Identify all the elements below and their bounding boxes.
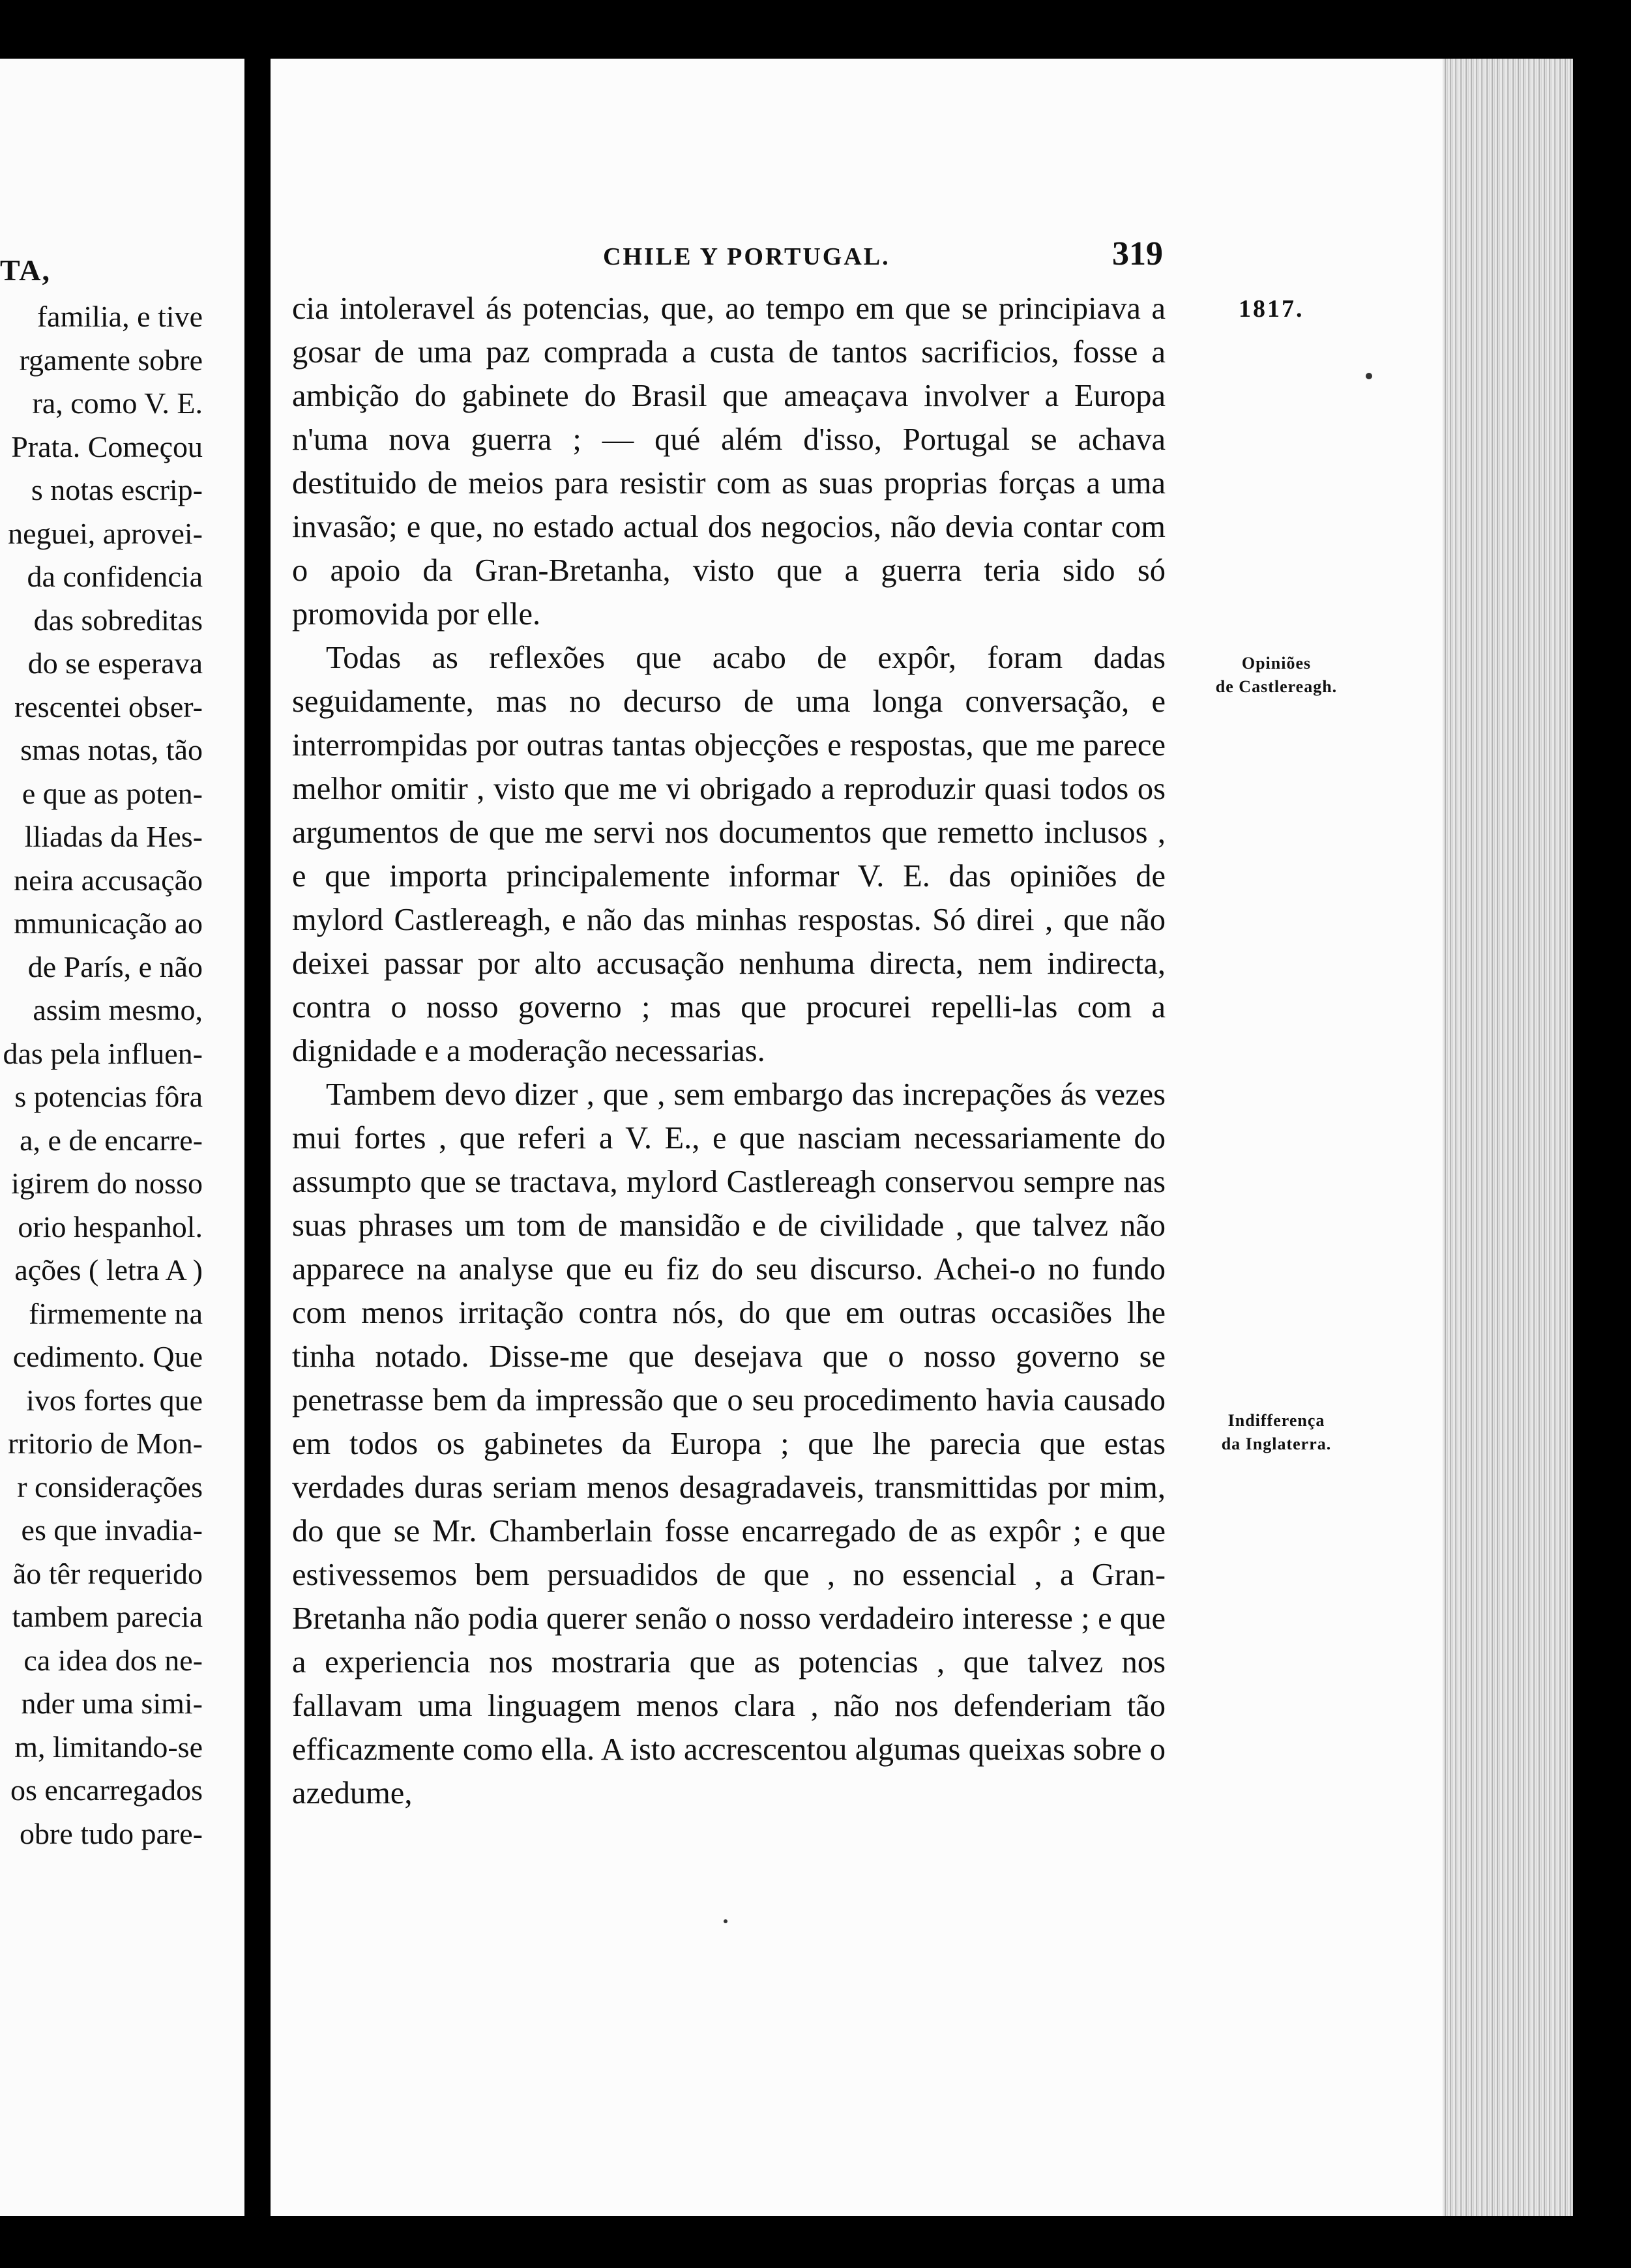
- margin-note-line: Opiniões: [1241, 654, 1312, 673]
- left-page-line: rritorio de Mon-: [8, 1427, 203, 1460]
- left-page-line: firmemente na: [29, 1296, 203, 1330]
- margin-note-line: Indifferença: [1227, 1411, 1325, 1430]
- left-page: [0, 59, 244, 2216]
- left-page-line: Prata. Começou: [11, 429, 203, 463]
- left-page-line: m, limitando-se: [14, 1730, 203, 1764]
- left-page-line: ca idea dos ne-: [23, 1643, 203, 1677]
- left-page-line: e que as poten-: [22, 776, 203, 810]
- left-page-line: orio hespanhol.: [18, 1210, 203, 1243]
- left-page-line: assim mesmo,: [33, 993, 203, 1026]
- left-page-line: s potencias fôra: [14, 1080, 203, 1113]
- left-page-line: os encarregados: [10, 1773, 203, 1807]
- left-page-line: familia, e tive: [37, 300, 203, 333]
- left-page-line: mmunicação ao: [14, 907, 203, 940]
- left-page-head-fragment: TA,: [0, 254, 51, 287]
- margin-note-line: da Inglaterra.: [1221, 1434, 1332, 1453]
- left-page-line: neira accusação: [14, 863, 203, 897]
- left-page-line: rgamente sobre: [19, 343, 203, 377]
- left-page-line: ão têr requerido: [12, 1556, 203, 1590]
- left-page-line: rescentei obser-: [14, 690, 203, 723]
- running-title: CHILE Y PORTUGAL.: [603, 243, 890, 270]
- left-page-line: de París, e não: [27, 950, 203, 983]
- left-page-line: ações ( letra A ): [14, 1253, 203, 1287]
- left-page-line: ra, como V. E.: [32, 386, 203, 420]
- left-page-line: cedimento. Que: [12, 1340, 203, 1373]
- left-page-line: igirem do nosso: [11, 1167, 203, 1200]
- left-page-line: s notas escrip-: [31, 473, 203, 506]
- left-page-line: ivos fortes que: [26, 1383, 203, 1417]
- paragraph: cia intoleravel ás potencias, que, ao tempo em que se principiava a gosar de uma paz comprada a custa de tantos sacrificios, fosse a ambição do gabinete do Brasil que ameaçava involver a Europa n'uma nova guerra ; — qué além d'isso, Portugal se achava destituido de meios para resistir com as suas proprias forças a uma invasão; e que, no estado actual dos negocios, não devia contar com o apoio da Gran-Bretanha, visto que a guerra teria sido só promovida por elle.: [292, 291, 1166, 632]
- ink-speck: [1366, 373, 1372, 379]
- paragraph: Todas as reflexões que acabo de expôr, foram dadas seguidamente, mas no decurso de uma longa conversação, e interrompidas por outras tantas objecções e respostas, que me parece melhor omitir , visto que me vi obrigado a reproduzir quasi todos os argumentos de que me servi nos documentos que remetto inclusos , e que importa principalemente informar V. E. das opiniões de mylord Castlereagh, e não das minhas respostas. Só direi , que não deixei passar por alto accusação nenhuma directa, nem indirecta, contra o nosso governo ; mas que procurei repelli-las com a dignidade e a moderação necessarias.: [292, 641, 1166, 1068]
- margin-note-opinions: [1198, 652, 1355, 699]
- book-gutter: [244, 59, 271, 2216]
- left-page-line: a, e de encarre-: [20, 1123, 203, 1157]
- margin-note-indifference: [1198, 1409, 1355, 1456]
- ink-speck: [724, 1919, 727, 1923]
- left-page-line: tambem parecia: [12, 1600, 203, 1633]
- body-text: [292, 287, 1166, 1815]
- page-number: 319: [1112, 235, 1163, 272]
- left-page-line: smas notas, tão: [20, 733, 203, 766]
- paragraph: Tambem devo dizer , que , sem embargo das increpações ás vezes mui fortes , que referi a V. E., e que nasciam necessariamente do assumpto que se tractava, mylord Castlereagh conservou sempre nas suas phrases um tom de mansidão e de civilidade , que talvez não apparece na analyse que eu fiz do seu discurso. Achei-o no fundo com menos irritação contra nós, do que em outras occasiões lhe tinha notado. Disse-me que desejava que o nosso governo se penetrasse bem da impressão que o seu procedimento havia causado em todos os gabinetes da Europa ; que lhe parecia que estas verdades duras seriam menos desagradaveis, transmittidas por mim, do que se Mr. Chamberlain fosse encarregado de as expôr ; e que estivessemos bem persuadidos de que , no essencial , a Gran-Bretanha não podia querer senão o nosso verdadeiro interesse ; e que a experiencia nos mostraria que as potencias , que talvez nos fallavam uma linguagem menos clara , não nos defenderiam tão efficazmente como ella. A isto accrescentou algumas queixas sobre o azedume,: [292, 1077, 1166, 1810]
- left-page-line: da confidencia: [27, 560, 203, 593]
- margin-note-line: de Castlereagh.: [1215, 677, 1338, 696]
- margin-year: 1817.: [1239, 295, 1304, 323]
- left-page-line: obre tudo pare-: [20, 1816, 203, 1850]
- left-page-line: das sobreditas: [33, 603, 203, 637]
- left-page-line: neguei, aprovei-: [8, 516, 203, 550]
- left-page-line: das pela influen-: [3, 1036, 203, 1070]
- left-page-line: do se esperava: [27, 647, 203, 680]
- left-page-line: nder uma simi-: [21, 1687, 203, 1720]
- left-page-line: r considerações: [17, 1470, 203, 1504]
- page-edges: [1443, 59, 1573, 2216]
- left-page-line: lliadas da Hes-: [24, 820, 203, 853]
- left-page-line: es que invadia-: [21, 1513, 203, 1547]
